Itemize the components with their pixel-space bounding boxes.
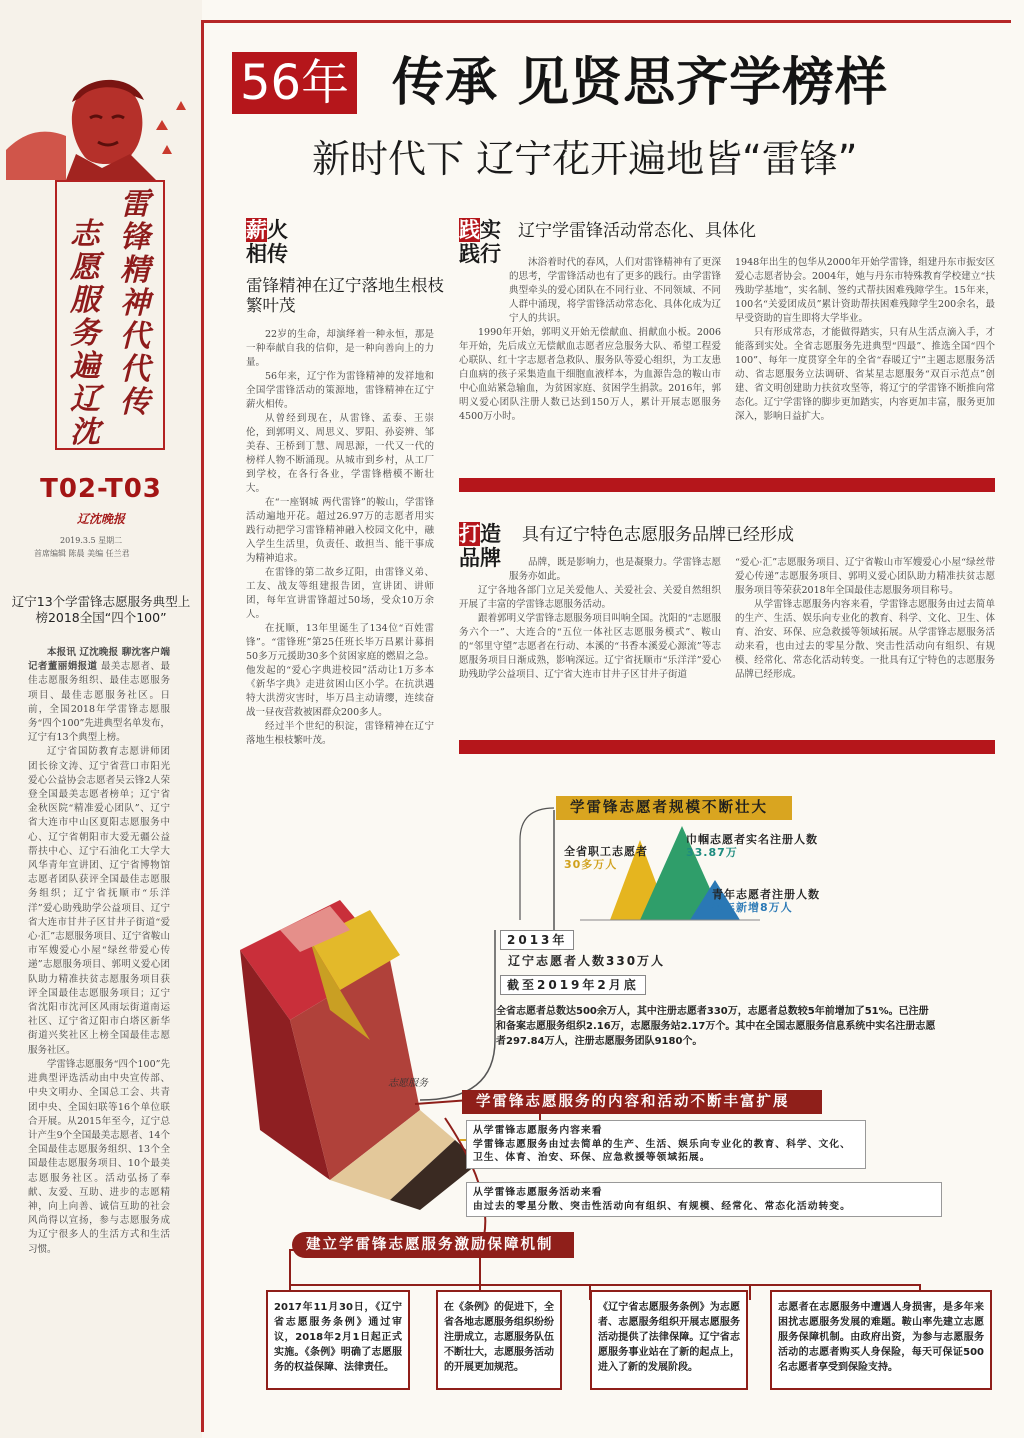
side-paragraph: 辽宁省国防教育志愿讲师团团长徐文涛、辽宁省营口市阳光爱心公益协会志愿者吴云锋2人荣登全国最美志愿者榜单；辽宁省金秋医院“精准爱心团队”、辽宁省大连市中山区夏阳志愿服务中心、辽宁省朝阳市大爱无疆公益帮扶中心、辽宁石油化工大学大风华青年宣讲团、辽宁省博物馆志愿者团队获评全国最佳志愿服务组织；辽宁省抚顺市“乐洋洋”爱心助残助学公益项目、辽宁省大连市甘井子区甘井子街道“爱心·汇”志愿服务项目、辽宁省鞍山市军嫂爱心小屋“绿丝带爱心传递”志愿服务项目、郭明义爱心团队助力精准扶贫志愿服务项目获评全国最佳志愿服务项目；辽宁省沈阳市沈河区风雨坛街道南运社区、辽宁省辽阳市白塔区新华街道兴奖社区上榜全国最佳志愿服务社区。 — [28, 746, 170, 1056]
left-rail — [0, 0, 202, 1438]
paragraph: 1990年开始，郭明义开始无偿献血、捐献血小板。2006年开始，先后成立无偿献血志愿者应急服务大队、希望工程爱心联队、红十字志愿者急救队、服务队等爱心组织，为工友患白血病的孩子采集造血干细胞血液样本，为血源告急的鞍山市中心血站紧急输血，为贫困家庭、贫困学生捐款。2016年，郭明义爱心团队注册人数已达到150万人，累计开展志愿服务4500万小时。 — [459, 327, 721, 422]
banner-scale: 学雷锋志愿者规模不断壮大 — [556, 796, 792, 820]
section-head-practice: 践实 践行 — [459, 218, 501, 266]
paragraph: 沐浴着时代的春风，人们对雷锋精神有了更深的思考，学雷锋活动也有了更多的践行。由学雷锋典型牵头的爱心团队在不同行业、不同领域、不同人群中涌现，将学雷锋活动常态化、具体化成为辽宁人的共识。 — [509, 257, 721, 324]
paragraph: 从学雷锋志愿服务内容来看，学雷锋志愿服务由过去简单的生产、生活、娱乐向专业化的教育、科学、文化、卫生、体育、治安、环保、应急救援等领域拓展。从学雷锋志愿服务活动来看，也由过去的零星分散、突击性活动向有组织、有规模、经常化、常态化活动转变。一批具有辽宁特色的志愿服务品牌已经形成。 — [735, 599, 995, 680]
paragraph: 1948年出生的包华从2000年开始学雷锋，组建丹东市振安区爱心志愿者协会。2004年，她与丹东市特殊教育学校建立“扶残助学基地”，实名制、签约式帮扶困难残障学生。15年来，100名“关爱团成员”累计资助帮扶困难残障学生200余名，最早受资助的盲生即将大学毕业。 — [735, 257, 995, 324]
fire-section-title: 雷锋精神在辽宁落地生根枝繁叶茂 — [246, 276, 444, 315]
volunteers-2013: 辽宁志愿者人数330万人 — [508, 954, 666, 968]
section-divider-bar — [459, 740, 995, 754]
mechanism-box-2: 在《条例》的促进下，全省各地志愿服务组织纷纷注册成立，志愿服务队伍不断壮大，志愿服务活动的开展更加规范。 — [436, 1290, 562, 1390]
stat-youth-value: 每年新增8万人 — [712, 901, 793, 914]
paragraph: 在“一座钢城 两代雷锋”的鞍山，学雷锋活动遍地开花。超过26.97万的志愿者用实践行动把学习雷锋精神融入校园文化中，融入学生生活里，负责任、敢担当、能干事成为精神追求。 — [246, 497, 434, 564]
side-headline: 辽宁13个学雷锋志愿服务典型上榜2018全国“四个100” — [11, 594, 191, 625]
paragraph: 在抚顺，13年里诞生了134位“百姓雷锋”。“雷锋班”第25任班长毕万昌累计募捐50多万元援助30多个贫困家庭的燃眉之急。他发起的“爱心字典进校园”活动让1万多本《新华字典》走进贫困山区小学。在抗洪遇特大洪涝灾害时，毕万昌主动请缨，连续奋战一昼夜营救被困群众200多人。 — [246, 623, 434, 718]
paragraph: 只有形成常态，才能做得踏实，只有从生活点滴入手，才能落到实处。全省志愿服务先进典型“四最”、推选全国“四个100”、每年一度贯穿全年的全省“春暖辽宁”主题志愿服务活动、省志愿服务立法调研、省某星志愿服务“双百示范点”创建、省文明创建助力扶贫攻坚等，将辽宁的学雷锋不断推向常态化。辽宁学雷锋的脚步更加踏实，内容更加丰富，服务更加深入，影响日益扩大。 — [735, 327, 995, 422]
stat-women: 巾帼志愿者实名注册人数 33.87万 — [686, 833, 818, 859]
brand-description: 具有辽宁特色志愿服务品牌已经形成 — [522, 525, 794, 545]
page-subtitle: 新时代下 辽宁花开遍地皆“雷锋” — [312, 137, 858, 181]
paragraph: 经过半个世纪的积淀，雷锋精神在辽宁落地生根枝繁叶茂。 — [246, 721, 434, 746]
stat-workers-value: 30多万人 — [564, 858, 618, 871]
banner-content: 学雷锋志愿服务的内容和活动不断丰富扩展 — [462, 1090, 822, 1114]
lei-feng-portrait — [6, 70, 196, 180]
title-highlight: 56年 — [232, 52, 357, 114]
page-code: T02-T03 — [40, 474, 162, 504]
brand-body-left — [459, 556, 721, 682]
editor-credits: 首席编辑 陈晨 美编 任兰君 — [34, 549, 130, 558]
vertical-title-col1: 雷 锋 精 神 代 代 传 — [120, 187, 150, 420]
section-divider-bar — [459, 478, 995, 492]
side-paragraph: 最美志愿者、最佳志愿服务组织、最佳志愿服务项目、最佳志愿服务社区。日前，全国2018年学雷锋志愿服务“四个100”先进典型名单发布，辽宁有13个典型上榜。 — [28, 661, 170, 744]
pencil-label: 志愿服务 — [388, 1078, 428, 1089]
mechanism-box-1: 2017年11月30日，《辽宁省志愿服务条例》通过审议，2018年2月1日起正式实施。《条例》明确了志愿服务的权益保障、法律责任。 — [266, 1290, 410, 1390]
side-paragraph: 学雷锋志愿服务“四个100”先进典型评选活动由中央宣传部、中央文明办、全国总工会、共青团中央、全国妇联等16个单位联合开展。从2015年至今，辽宁总计产生9个全国最美志愿者、14个全国最佳志愿服务组织、13个全国最佳志愿服务项目、10个最美志愿服务社区。活动弘扬了奉献、友爱、互助、进步的志愿精神，向上向善、诚信互助的社会风尚得以宣扬，参与志愿服务成为辽宁很多人的生活方式和生活习惯。 — [28, 1058, 170, 1255]
paragraph: “爱心·汇”志愿服务项目、辽宁省鞍山市军嫂爱心小屋“绿丝带爱心传递”志愿服务项目、郭明义爱心团队助力精准扶贫志愿服务项目等荣获2018年全国最佳志愿服务项目称号。 — [735, 557, 995, 596]
newspaper-logo: 辽沈晚报 — [76, 512, 125, 526]
stat-youth: 青年志愿者注册人数 每年新增8万人 — [712, 888, 820, 914]
paragraph: 品牌，既是影响力，也是凝聚力。学雷锋志愿服务亦如此。 — [509, 557, 721, 582]
vertical-column-title — [55, 180, 165, 450]
activity-form-box: 从学雷锋志愿服务活动来看 由过去的零星分散、突击性活动向有组织、有规模、经常化、常态化活动转变。 — [466, 1182, 942, 1217]
paragraph: 从曾经到现在，从雷锋、孟泰、王崇伦，到郭明义、周思义、罗阳、孙姿辨、邹美春、王桥到丁慧、周思源，一代又一代的榜样人物不断涌现。从城市到乡村，从工厂到学校，在各行各业，学雷锋楷模不断壮大。 — [246, 413, 434, 494]
section-head-highlight: 践 — [459, 218, 480, 242]
paragraph: 跟着郭明义学雷锋志愿服务项目叫响全国。沈阳的“志愿服务六个一”、大连合的“五位一体社区志愿服务模式”、鞍山的“邻里守望”志愿者在行动、本溪的“书香本溪爱心源流”等志愿服务项目日渐成熟，影响深远。辽宁省抚顺市“乐洋洋”爱心助残助学公益项目、辽宁省大连市甘井子区甘井子街道 — [459, 613, 721, 680]
stat-workers: 全省职工志愿者 30多万人 — [564, 845, 648, 871]
stat-women-value: 33.87万 — [686, 846, 738, 859]
publish-date: 2019.3.5 星期二 — [60, 536, 123, 545]
brand-body-right — [735, 556, 995, 682]
section-head-highlight: 打 — [459, 522, 480, 546]
vertical-title-col2: 志 愿 服 务 遍 辽 沈 — [70, 217, 100, 450]
fire-section-body — [246, 328, 434, 748]
paragraph: 在雷锋的第二故乡辽阳，由雷锋义弟、工友、战友等组建报告团，宣讲团、讲师团，每年宣讲雷锋超过50场，受众10万余人。 — [246, 567, 434, 620]
scale-summary: 全省志愿者总数达500余万人，其中注册志愿者330万，志愿者总数较5年前增加了51%。已注册和备案志愿服务组织2.16万，志愿服务站2.17万个。其中在全国志愿服务信息系统中实名注册志愿者297.84万人，注册志愿服务团队9180个。 — [496, 1006, 936, 1047]
practice-description: 辽宁学雷锋活动常态化、具体化 — [518, 221, 756, 241]
section-head-fire: 薪火 相传 — [246, 218, 288, 266]
mechanism-box-4: 志愿者在志愿服务中遭遇人身损害，是多年来困扰志愿服务发展的难题。鞍山率先建立志愿服务保障机制。由政府出资，为参与志愿服务活动的志愿者购买人身保险，每天可保证500名志愿者享受到保险支持。 — [770, 1290, 992, 1390]
practice-body-right — [735, 256, 995, 424]
tag-2013: 2013年 — [500, 930, 574, 950]
side-byline: 本报讯 辽沈晚报 聊沈客户端记者董丽娟报道 — [28, 647, 170, 673]
tag-2019: 截至2019年2月底 — [500, 975, 646, 995]
content-scope-box: 从学雷锋志愿服务内容来看 学雷锋志愿服务由过去简单的生产、生活、娱乐向专业化的教育、科学、文化、卫生、体育、治安、环保、应急救援等领域拓展。 — [466, 1120, 866, 1169]
section-head-brand: 打造 品牌 — [459, 522, 501, 570]
paragraph: 56年来，辽宁作为雷锋精神的发祥地和全国学雷锋活动的策源地，雷锋精神在辽宁薪火相传。 — [246, 371, 434, 410]
practice-body-left — [459, 256, 721, 424]
page-title: 传承 见贤思齐学榜样 — [392, 53, 889, 113]
side-article — [28, 646, 170, 1257]
section-head-highlight: 薪 — [246, 218, 267, 242]
paragraph: 22岁的生命，却演绎着一种永恒，那是一种奉献自我的信仰，是一种向善向上的力量。 — [246, 329, 434, 368]
mechanism-box-3: 《辽宁省志愿服务条例》为志愿者、志愿服务组织开展志愿服务活动提供了法律保障。辽宁省志愿服务事业站在了新的起点上，进入了新的发展阶段。 — [590, 1290, 748, 1390]
banner-mechanism: 建立学雷锋志愿服务激励保障机制 — [292, 1232, 574, 1258]
paragraph: 辽宁各地各部门立足关爱他人、关爱社会、关爱自然组织开展了丰富的学雷锋志愿服务活动。 — [459, 585, 721, 610]
